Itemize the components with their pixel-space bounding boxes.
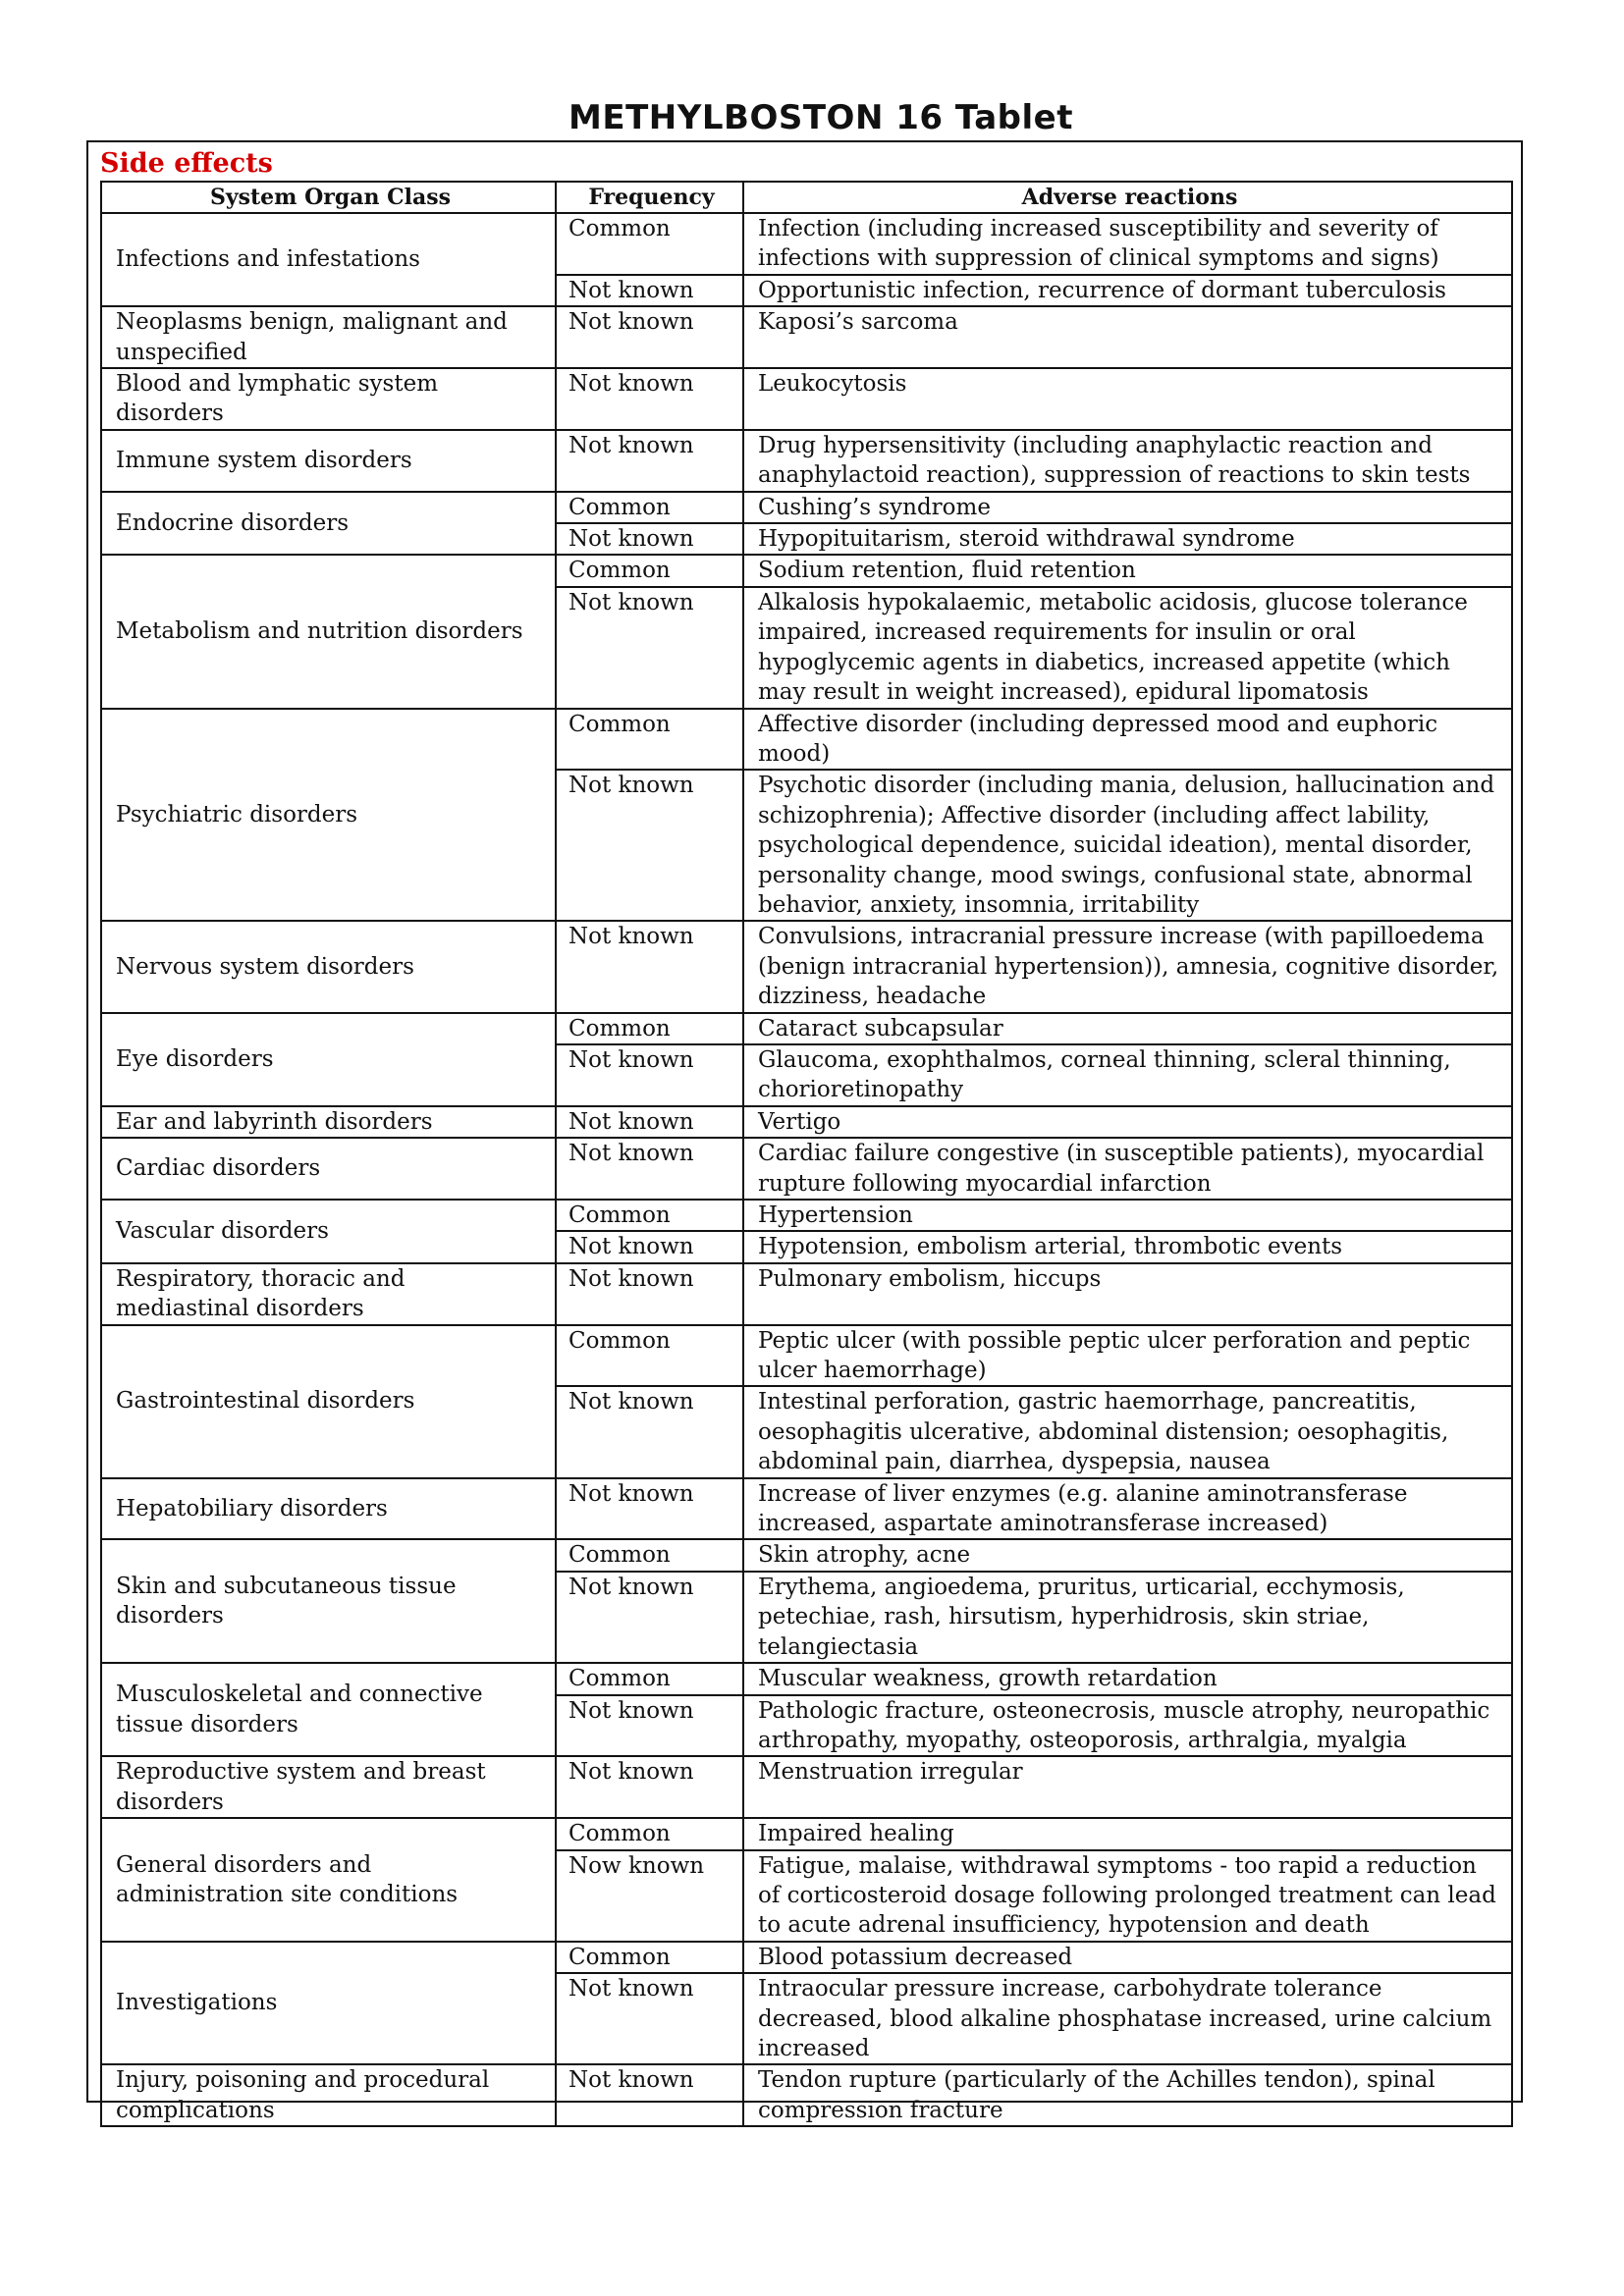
frequency-cell: Not known [556, 1478, 743, 1540]
frequency-cell: Not known [556, 306, 743, 368]
adverse-reaction-cell: Blood potassium decreased [743, 1942, 1512, 1973]
adverse-reaction-cell: Hypotension, embolism arterial, thrombotic events [743, 1231, 1512, 1262]
adverse-reaction-cell: Peptic ulcer (with possible peptic ulcer perforation and peptic ulcer haemorrhage) [743, 1325, 1512, 1387]
system-organ-class-cell: Investigations [101, 1942, 556, 2065]
frequency-cell: Not known [556, 430, 743, 492]
table-row [101, 921, 1512, 1012]
table-row [101, 1263, 1512, 1325]
adverse-reaction-cell: Tendon rupture (particularly of the Achilles tendon), spinal compression fracture [743, 2064, 1512, 2126]
frequency-cell: Not known [556, 1695, 743, 1757]
system-organ-class-cell: Nervous system disorders [101, 921, 556, 1012]
table-header [101, 182, 1512, 213]
adverse-reaction-cell: Erythema, angioedema, pruritus, urticarial, ecchymosis, petechiae, rash, hirsutism, hyperhidrosis, skin striae, telangiectasia [743, 1572, 1512, 1663]
adverse-reaction-cell: Muscular weakness, growth retardation [743, 1663, 1512, 1694]
table-row [101, 555, 1512, 586]
table-row [101, 368, 1512, 430]
adverse-reaction-cell: Glaucoma, exophthalmos, corneal thinning, scleral thinning, chorioretinopathy [743, 1044, 1512, 1106]
table-row [101, 1539, 1512, 1571]
frequency-cell: Not known [556, 1106, 743, 1138]
frequency-cell: Not known [556, 587, 743, 709]
adverse-reaction-cell: Cataract subcapsular [743, 1013, 1512, 1044]
header-system-organ-class: System Organ Class [101, 182, 556, 213]
adverse-reaction-cell: Intestinal perforation, gastric haemorrhage, pancreatitis, oesophagitis ulcerative, abdominal distension; oesophagitis, abdominal pain, diarrhea, dyspepsia, nausea [743, 1386, 1512, 1477]
header-adverse-reactions: Adverse reactions [743, 182, 1512, 213]
adverse-reaction-cell: Drug hypersensitivity (including anaphylactic reaction and anaphylactoid reaction), suppression of reactions to skin tests [743, 430, 1512, 492]
adverse-reaction-cell: Hypertension [743, 1200, 1512, 1231]
table-row [101, 1013, 1512, 1044]
adverse-reaction-cell: Pulmonary embolism, hiccups [743, 1263, 1512, 1325]
section-title: Side effects [100, 148, 273, 179]
frequency-cell: Not known [556, 1386, 743, 1477]
adverse-reaction-cell: Kaposi’s sarcoma [743, 306, 1512, 368]
table-row [101, 306, 1512, 368]
system-organ-class-cell: Respiratory, thoracic and mediastinal disorders [101, 1263, 556, 1325]
frequency-cell: Not known [556, 1572, 743, 1663]
frequency-cell: Common [556, 213, 743, 275]
table-row [101, 430, 1512, 492]
system-organ-class-cell: Immune system disorders [101, 430, 556, 492]
system-organ-class-cell: Reproductive system and breast disorders [101, 1756, 556, 1818]
frequency-cell: Common [556, 1013, 743, 1044]
frequency-cell: Not known [556, 1973, 743, 2064]
system-organ-class-cell: Hepatobiliary disorders [101, 1478, 556, 1540]
frequency-cell: Not known [556, 1138, 743, 1200]
adverse-reaction-cell: Increase of liver enzymes (e.g. alanine aminotransferase increased, aspartate aminotransferase increased) [743, 1478, 1512, 1540]
frequency-cell: Common [556, 1200, 743, 1231]
table-body [101, 213, 1512, 2126]
system-organ-class-cell: Endocrine disorders [101, 492, 556, 556]
adverse-reaction-cell: Convulsions, intracranial pressure increase (with papilloedema (benign intracranial hypertension)), amnesia, cognitive disorder, dizziness, headache [743, 921, 1512, 1012]
frequency-cell: Not known [556, 1044, 743, 1106]
system-organ-class-cell: Ear and labyrinth disorders [101, 1106, 556, 1138]
frequency-cell: Common [556, 1663, 743, 1694]
adverse-reaction-cell: Psychotic disorder (including mania, delusion, hallucination and schizophrenia); Affective disorder (including affect lability, psychological dependence, suicidal ideation), mental disorder, personality change, mood swings, confusional state, abnormal behavior, anxiety, insomnia, irritability [743, 770, 1512, 921]
frequency-cell: Not known [556, 1263, 743, 1325]
table-row [101, 213, 1512, 275]
frequency-cell: Not known [556, 275, 743, 306]
table-row [101, 1663, 1512, 1694]
system-organ-class-cell: Blood and lymphatic system disorders [101, 368, 556, 430]
frequency-cell: Not known [556, 770, 743, 921]
adverse-reaction-cell: Cardiac failure congestive (in susceptible patients), myocardial rupture following myocardial infarction [743, 1138, 1512, 1200]
side-effects-table [100, 181, 1513, 2127]
table-row [101, 1942, 1512, 1973]
system-organ-class-cell: Skin and subcutaneous tissue disorders [101, 1539, 556, 1663]
frequency-cell: Common [556, 492, 743, 523]
adverse-reaction-cell: Alkalosis hypokalaemic, metabolic acidosis, glucose tolerance impaired, increased requirements for insulin or oral hypoglycemic agents in diabetics, increased appetite (which may result in weight increased), epidural lipomatosis [743, 587, 1512, 709]
system-organ-class-cell: Eye disorders [101, 1013, 556, 1106]
frequency-cell: Common [556, 1942, 743, 1973]
header-row [101, 182, 1512, 213]
adverse-reaction-cell: Menstruation irregular [743, 1756, 1512, 1818]
adverse-reaction-cell: Cushing’s syndrome [743, 492, 1512, 523]
frequency-cell: Not known [556, 523, 743, 555]
adverse-reaction-cell: Sodium retention, fluid retention [743, 555, 1512, 586]
adverse-reaction-cell: Opportunistic infection, recurrence of dormant tuberculosis [743, 275, 1512, 306]
adverse-reaction-cell: Infection (including increased susceptibility and severity of infections with suppression of clinical symptoms and signs) [743, 213, 1512, 275]
table-row [101, 1478, 1512, 1540]
frequency-cell: Common [556, 555, 743, 586]
adverse-reaction-cell: Fatigue, malaise, withdrawal symptoms - too rapid a reduction of corticosteroid dosage following prolonged treatment can lead to acute adrenal insufficiency, hypotension and death [743, 1850, 1512, 1942]
system-organ-class-cell: General disorders and administration site conditions [101, 1818, 556, 1942]
adverse-reaction-cell: Vertigo [743, 1106, 1512, 1138]
frequency-cell: Not known [556, 1756, 743, 1818]
system-organ-class-cell: Neoplasms benign, malignant and unspecified [101, 306, 556, 368]
header-frequency: Frequency [556, 182, 743, 213]
adverse-reaction-cell: Impaired healing [743, 1818, 1512, 1849]
adverse-reaction-cell: Intraocular pressure increase, carbohydrate tolerance decreased, blood alkaline phosphatase increased, urine calcium increased [743, 1973, 1512, 2064]
system-organ-class-cell: Vascular disorders [101, 1200, 556, 1263]
system-organ-class-cell: Cardiac disorders [101, 1138, 556, 1200]
frequency-cell: Not known [556, 368, 743, 430]
frequency-cell: Not known [556, 2064, 743, 2126]
table-row [101, 709, 1512, 771]
adverse-reaction-cell: Leukocytosis [743, 368, 1512, 430]
frequency-cell: Common [556, 709, 743, 771]
adverse-reaction-cell: Hypopituitarism, steroid withdrawal syndrome [743, 523, 1512, 555]
table-row [101, 1106, 1512, 1138]
frequency-cell: Not known [556, 921, 743, 1012]
system-organ-class-cell: Psychiatric disorders [101, 709, 556, 922]
document-title: METHYLBOSTON 16 Tablet [568, 98, 1073, 137]
system-organ-class-cell: Metabolism and nutrition disorders [101, 555, 556, 708]
system-organ-class-cell: Gastrointestinal disorders [101, 1325, 556, 1478]
system-organ-class-cell: Infections and infestations [101, 213, 556, 306]
table-row [101, 492, 1512, 523]
system-organ-class-cell: Musculoskeletal and connective tissue disorders [101, 1663, 556, 1756]
frequency-cell: Common [556, 1818, 743, 1849]
table-row [101, 1818, 1512, 1849]
frequency-cell: Not known [556, 1231, 743, 1262]
frequency-cell: Common [556, 1539, 743, 1571]
side-effects-frame [86, 140, 1523, 2123]
frequency-cell: Common [556, 1325, 743, 1387]
table-row [101, 1756, 1512, 1818]
adverse-reaction-cell: Skin atrophy, acne [743, 1539, 1512, 1571]
table-row [101, 2064, 1512, 2126]
table-row [101, 1325, 1512, 1387]
adverse-reaction-cell: Pathologic fracture, osteonecrosis, muscle atrophy, neuropathic arthropathy, myopathy, osteoporosis, arthralgia, myalgia [743, 1695, 1512, 1757]
system-organ-class-cell: Injury, poisoning and procedural complications [101, 2064, 556, 2126]
table-row [101, 1200, 1512, 1231]
adverse-reaction-cell: Affective disorder (including depressed mood and euphoric mood) [743, 709, 1512, 771]
frequency-cell: Now known [556, 1850, 743, 1942]
table-row [101, 1138, 1512, 1200]
